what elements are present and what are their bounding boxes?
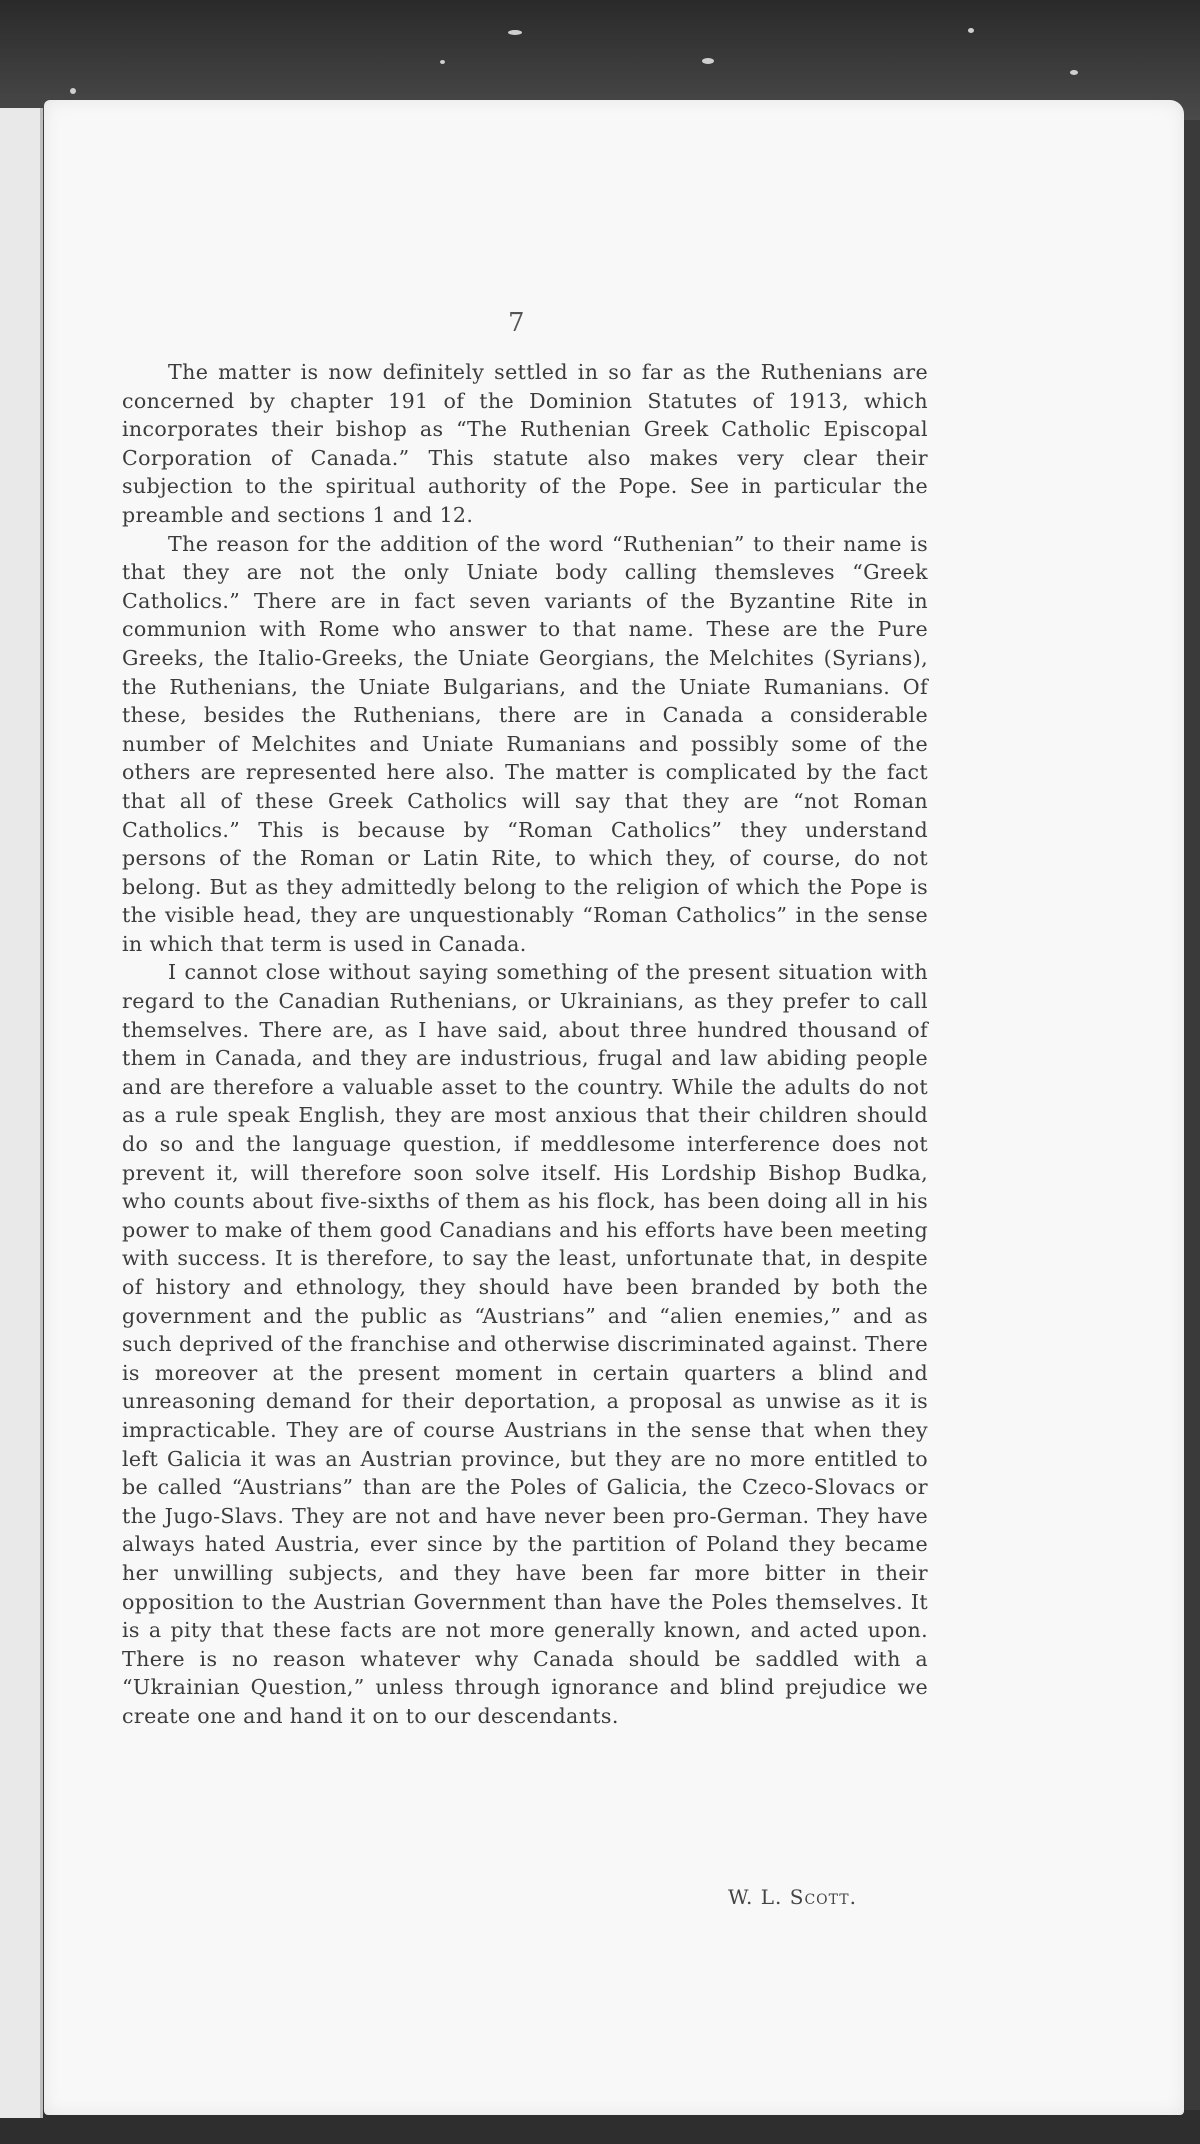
facing-page-edge: [0, 108, 43, 2118]
dust-speck: [702, 58, 714, 64]
dust-speck: [1070, 70, 1078, 75]
body-text: [122, 358, 928, 1731]
dust-speck: [440, 60, 445, 64]
author-signature: W. L. Scott.: [728, 1885, 857, 1909]
paragraph: I cannot close without saying something of the present situation with regard to the Canadian Ruthenians, or Ukrainians, as they prefer to call themselves. There are, as I have said, about three hundred thousand of them in Canada, and they are industrious, frugal and law abiding people and are therefore a valuable asset to the country. While the adults do not as a rule speak English, they are most anxious that their children should do so and the language question, if meddlesome interference does not prevent it, will therefore soon solve itself. His Lordship Bishop Budka, who counts about five-sixths of them as his flock, has been doing all in his power to make of them good Canadians and his efforts have been meeting with success. It is therefore, to say the least, unfortunate that, in despite of history and ethnology, they should have been branded by both the government and the public as “Austrians” and “alien enemies,” and as such deprived of the franchise and otherwise discriminated against. There is moreover at the present moment in certain quarters a blind and unreasoning demand for their deportation, a proposal as unwise as it is impracticable. They are of course Austrians in the sense that when they left Galicia it was an Austrian province, but they are no more entitled to be called “Austrians” than are the Poles of Galicia, the Czeco-Slovacs or the Jugo-Slavs. They are not and have never been pro-German. They have always hated Austria, ever since by the partition of Poland they became her unwilling subjects, and they have been far more bitter in their opposition to the Austrian Government than have the Poles themselves. It is a pity that these facts are not more generally known, and acted upon. There is no reason whatever why Canada should be saddled with a “Ukrainian Question,” unless through ignorance and blind prejudice we create one and hand it on to our descendants.: [122, 960, 928, 1728]
page-number: 7: [508, 308, 525, 338]
dust-speck: [70, 88, 76, 94]
dust-speck: [508, 30, 522, 35]
paragraph: The reason for the addition of the word “Ruthenian” to their name is that they are not the only Uniate body calling themsleves “Greek Catholics.” There are in fact seven variants of the Byzantine Rite in communion with Rome who answer to that name. These are the Pure Greeks, the Italio-Greeks, the Uniate Georgians, the Melchites (Syrians), the Ruthenians, the Uniate Bulgarians, and the Uniate Rumanians. Of these, besides the Ruthenians, there are in Canada a considerable number of Melchites and Uniate Rumanians and possibly some of the others are represented here also. The matter is complicated by the fact that all of these Greek Catholics will say that they are “not Roman Catholics.” This is because by “Roman Catholics” they understand persons of the Roman or Latin Rite, to which they, of course, do not belong. But as they admittedly belong to the religion of which the Pope is the visible head, they are unquestionably “Roman Catholics” in the sense in which that term is used in Canada.: [122, 531, 928, 956]
scan-background-bottom: [0, 2110, 1200, 2144]
paragraph: The matter is now definitely settled in so far as the Ruthenians are concerned by chapter 191 of the Dominion Statutes of 1913, which incorporates their bishop as “The Ruthenian Greek Catholic Episcopal Corporation of Canada.” This statute also makes very clear their subjection to the spiritual authority of the Pope. See in particular the preamble and sections 1 and 12.: [122, 360, 928, 527]
dust-speck: [968, 28, 974, 33]
